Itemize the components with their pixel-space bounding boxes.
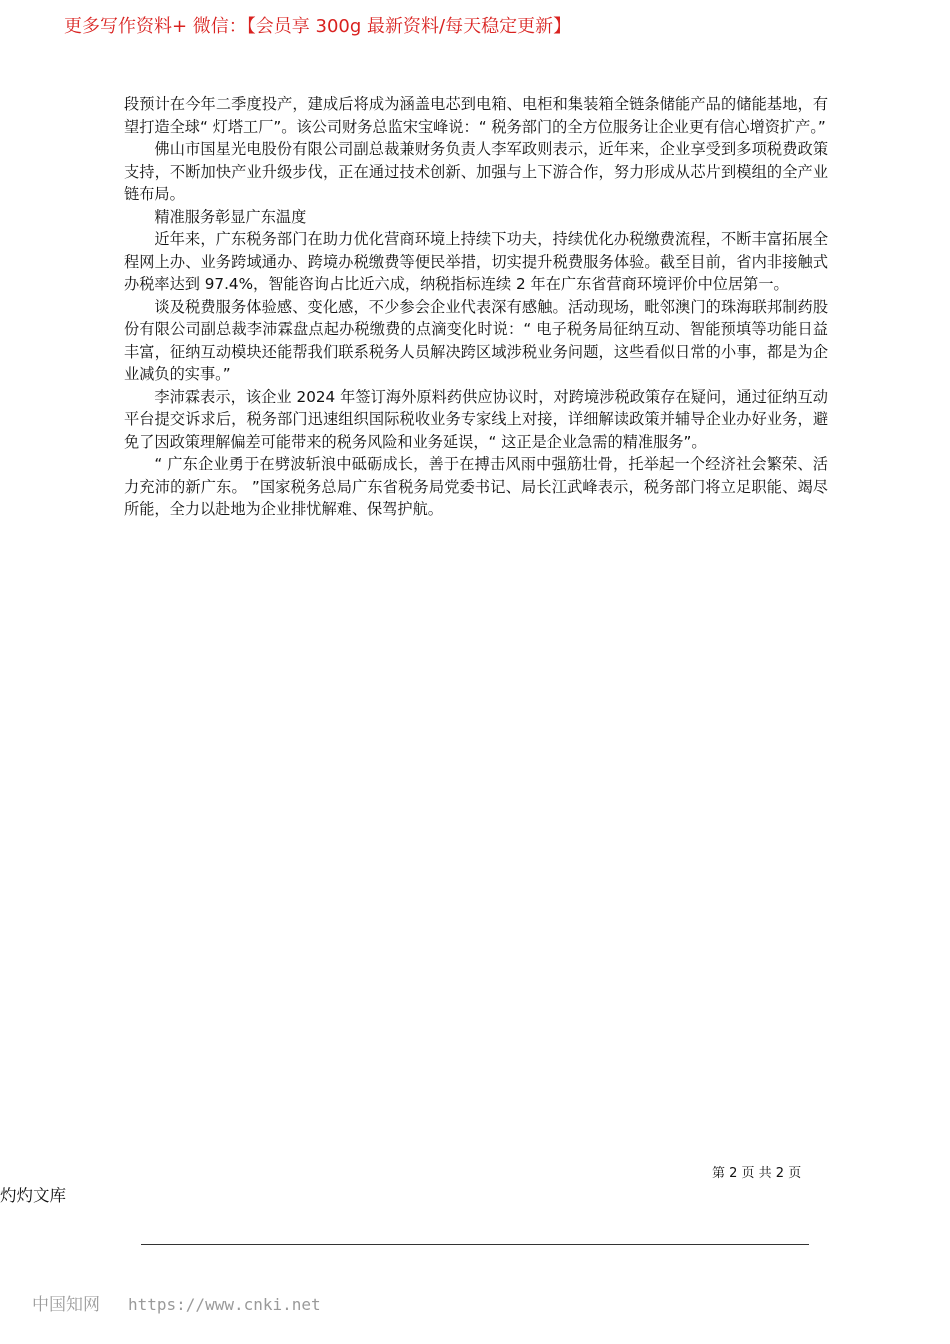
library-brand: 灼灼文库 xyxy=(0,1186,66,1205)
cnki-watermark xyxy=(32,1294,321,1316)
paragraph-li-peilin: 李沛霖表示，该企业 2024 年签订海外原料药供应协议时，对跨境涉税政策存在疑问，通过征纳互动平台提交诉求后，税务部门迅速组织国际税收业务专家线上对接，详细解读政策并辅导企业办好业务，避免了因政策理解偏差可能带来的税务风险和业务延误，“ 这正是企业急需的精准服务”。 xyxy=(124,387,828,451)
paragraph-conclusion: “ 广东企业勇于在劈波斩浪中砥砺成长，善于在搏击风雨中强筋壮骨，托举起一个经济社会繁荣、活力充沛的新广东。 ”国家税务总局广东省税务局党委书记、局长江武峰表示，税务部门将立足职能、竭尽所能，全力以赴地为企业排忧解难、保驾护航。 xyxy=(124,455,828,518)
paragraph-tax-service: 近年来，广东税务部门在助力优化营商环境上持续下功夫，持续优化办税缴费流程，不断丰富拓展全程网上办、业务跨域通办、跨境办税缴费等便民举措，切实提升税费服务体验。截至目前，省内非接触式办税率达到 97.4%，智能咨询占比近六成，纳税指标连续 2 年在广东省营商环境评价中位居第一。 xyxy=(124,230,828,293)
watermark-url: https://www.cnki.net xyxy=(128,1295,321,1314)
page-number: 第 2 页 共 2 页 xyxy=(712,1166,802,1181)
section-heading: 精准服务彰显广东温度 xyxy=(154,207,307,226)
paragraph-continuation: 段预计在今年二季度投产，建成后将成为涵盖电芯到电箱、电柜和集装箱全链条储能产品的储能基地，有望打造全球“ 灯塔工厂”。该公司财务总监宋宝峰说：“ 税务部门的全方位服务让企业更有信心增资扩产。” xyxy=(124,95,828,136)
article-body xyxy=(124,93,828,521)
paragraph-zhuhai: 谈及税费服务体验感、变化感，不少参会企业代表深有感触。活动现场，毗邻澳门的珠海联邦制药股份有限公司副总裁李沛霖盘点起办税缴费的点滴变化时说：“ 电子税务局征纳互动、智能预填等功能日益丰富，征纳互动模块还能帮我们联系税务人员解决跨区域涉税业务问题，这些看似日常的小事，都是为企业减负的实事。” xyxy=(124,297,828,383)
watermark-name: 中国知网 xyxy=(32,1295,100,1315)
paragraph-guoxing: 佛山市国星光电股份有限公司副总裁兼财务负责人李军政则表示，近年来，企业享受到多项税费政策支持，不断加快产业升级步伐，正在通过技术创新、加强与上下游合作，努力形成从芯片到模组的全产业链布局。 xyxy=(124,140,828,203)
promo-banner: 更多写作资料+ 微信：【会员享 300g 最新资料/每天稳定更新】 xyxy=(64,16,572,37)
footer-divider xyxy=(141,1244,809,1245)
